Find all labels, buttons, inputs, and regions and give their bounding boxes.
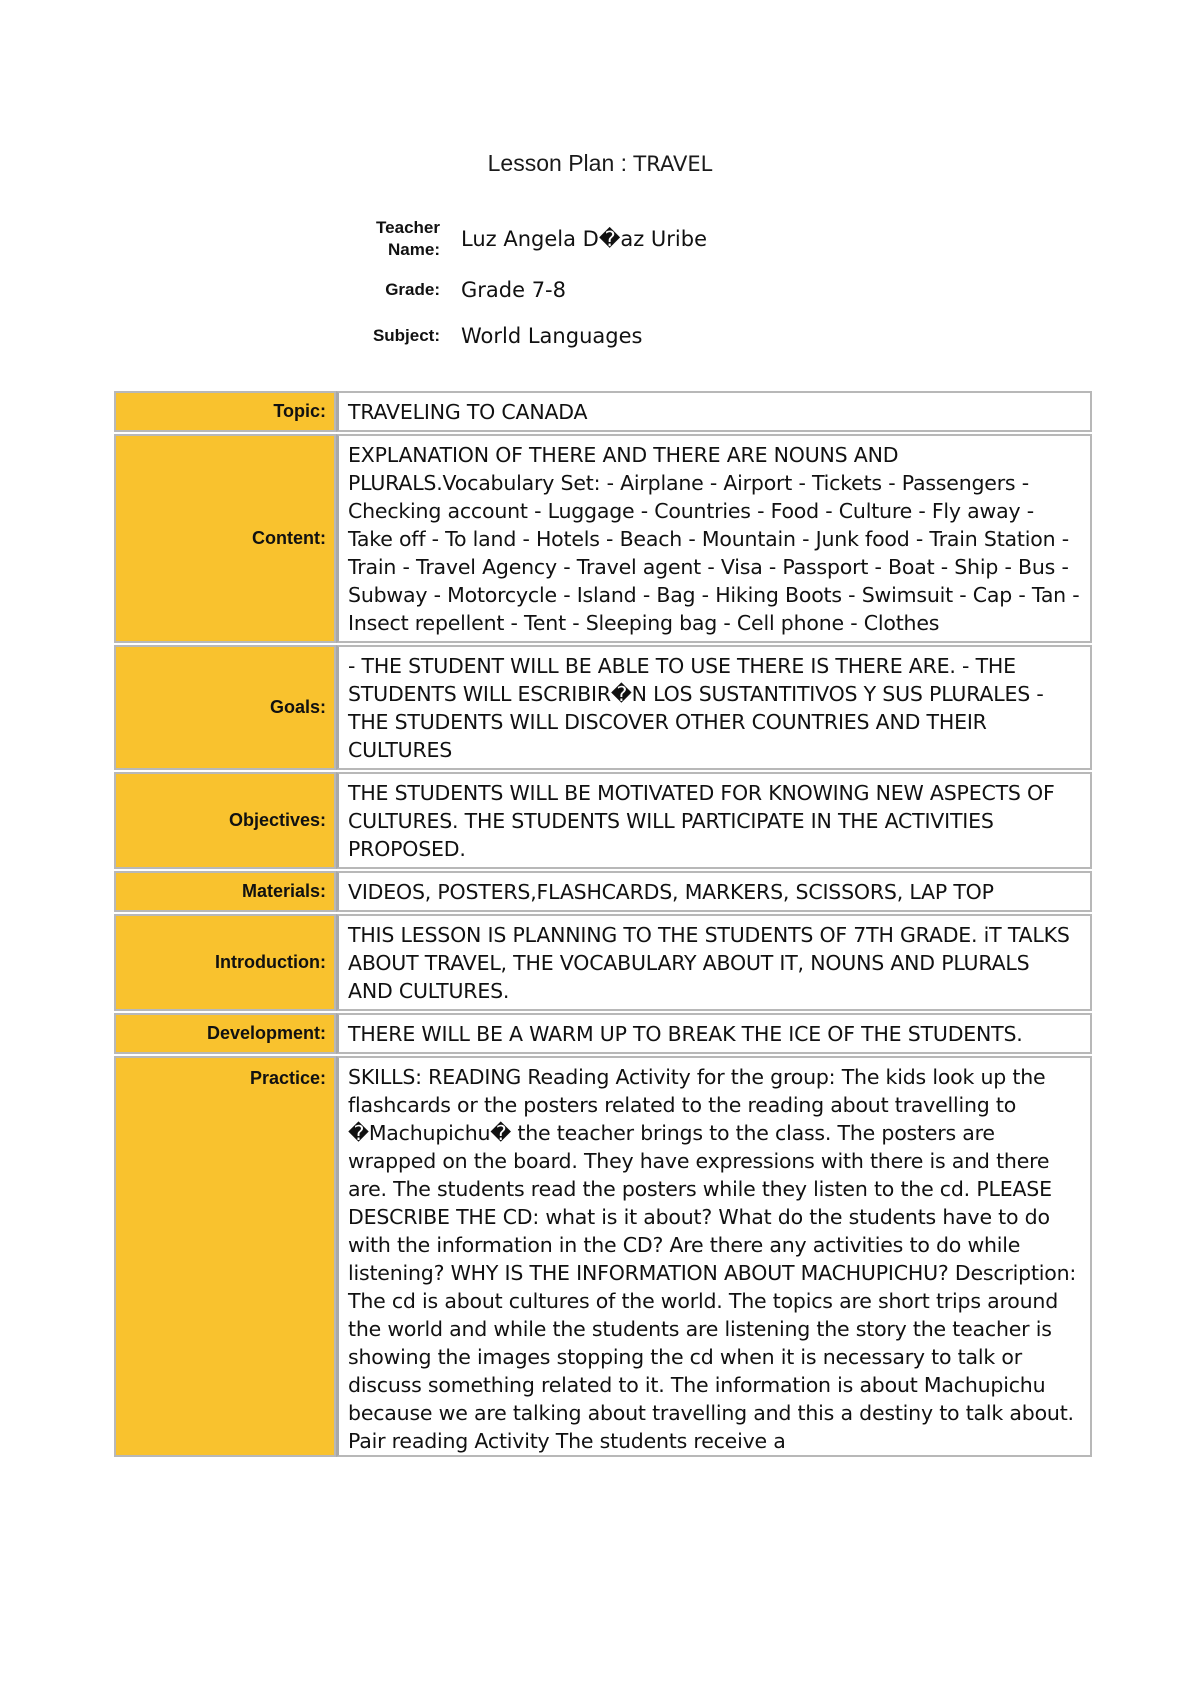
introduction-value: THIS LESSON IS PLANNING TO THE STUDENTS OF 7TH GRADE. iT TALKS ABOUT TRAVEL, THE VOCABULARY ABOUT IT, NOUNS AND PLURALS AND CULTURES. xyxy=(336,914,1092,1011)
plan-row-topic xyxy=(114,391,1092,432)
meta-row-subject xyxy=(330,312,707,360)
topic-value: TRAVELING TO CANADA xyxy=(336,391,1092,432)
plan-row-practice xyxy=(114,1056,1092,1457)
teacher-name-label: Teacher Name: xyxy=(376,218,440,259)
grade-label: Grade: xyxy=(385,280,440,299)
teacher-name-value: Luz Angela D�az Uribe xyxy=(461,227,708,251)
title-topic: TRAVEL xyxy=(633,152,713,176)
page-title xyxy=(0,150,1200,177)
introduction-label: Introduction: xyxy=(114,914,336,1011)
lesson-meta xyxy=(330,210,707,360)
materials-value: VIDEOS, POSTERS,FLASHCARDS, MARKERS, SCISSORS, LAP TOP xyxy=(336,871,1092,912)
goals-value: - THE STUDENT WILL BE ABLE TO USE THERE IS THERE ARE. - THE STUDENTS WILL ESCRIBIR�N LOS SUSTANTITIVOS Y SUS PLURALES - THE STUDENTS WILL DISCOVER OTHER COUNTRIES AND THEIR CULTURES xyxy=(336,645,1092,770)
plan-row-content xyxy=(114,434,1092,643)
plan-row-objectives xyxy=(114,772,1092,869)
content-label: Content: xyxy=(114,434,336,643)
practice-value: SKILLS: READING Reading Activity for the group: The kids look up the flashcards or the posters related to the reading about travelling to �Machupichu� the teacher brings to the class. The posters are wrapped on the board. They have expressions with there is and there are. The students read the posters while they listen to the cd. PLEASE DESCRIBE THE CD: what is it about? What do the students have to do with the information in the CD? Are there any activities to do while listening? WHY IS THE INFORMATION ABOUT MACHUPICHU? Description: The cd is about cultures of the world. The topics are short trips around the world and while the students are listening the story the teacher is showing the images stopping the cd when it is necessary to talk or discuss something related to it. The information is about Machupichu because we are talking about travelling and this a destiny to talk about. Pair reading Activity The students receive a xyxy=(336,1056,1092,1457)
objectives-value: THE STUDENTS WILL BE MOTIVATED FOR KNOWING NEW ASPECTS OF CULTURES. THE STUDENTS WILL PARTICIPATE IN THE ACTIVITIES PROPOSED. xyxy=(336,772,1092,869)
meta-row-grade xyxy=(330,268,707,312)
plan-row-introduction xyxy=(114,914,1092,1011)
subject-label: Subject: xyxy=(372,326,440,345)
grade-value: Grade 7-8 xyxy=(461,278,566,302)
objectives-label: Objectives: xyxy=(114,772,336,869)
plan-row-goals xyxy=(114,645,1092,770)
content-value: EXPLANATION OF THERE AND THERE ARE NOUNS AND PLURALS.Vocabulary Set: - Airplane - Airport - Tickets - Passengers - Checking account - Luggage - Countries - Food - Culture - Fly away - Take off - To land - Hotels - Beach - Mountain - Junk food - Train Station - Train - Travel Agency - Travel agent - Visa - Passport - Boat - Ship - Bus - Subway - Motorcycle - Island - Bag - Hiking Boots - Swimsuit - Cap - Tan - Insect repellent - Tent - Sleeping bag - Cell phone - Clothes xyxy=(336,434,1092,643)
plan-row-materials xyxy=(114,871,1092,912)
topic-label: Topic: xyxy=(114,391,336,432)
development-label: Development: xyxy=(114,1013,336,1054)
goals-label: Goals: xyxy=(114,645,336,770)
lesson-plan-table xyxy=(114,389,1092,1459)
plan-row-development xyxy=(114,1013,1092,1054)
meta-row-teacher xyxy=(330,210,707,268)
title-prefix: Lesson Plan : xyxy=(487,150,634,176)
plan-table-wrapper xyxy=(110,384,1100,1569)
practice-label: Practice: xyxy=(114,1056,336,1457)
development-value: THERE WILL BE A WARM UP TO BREAK THE ICE OF THE STUDENTS. xyxy=(336,1013,1092,1054)
materials-label: Materials: xyxy=(114,871,336,912)
subject-value: World Languages xyxy=(461,324,643,348)
